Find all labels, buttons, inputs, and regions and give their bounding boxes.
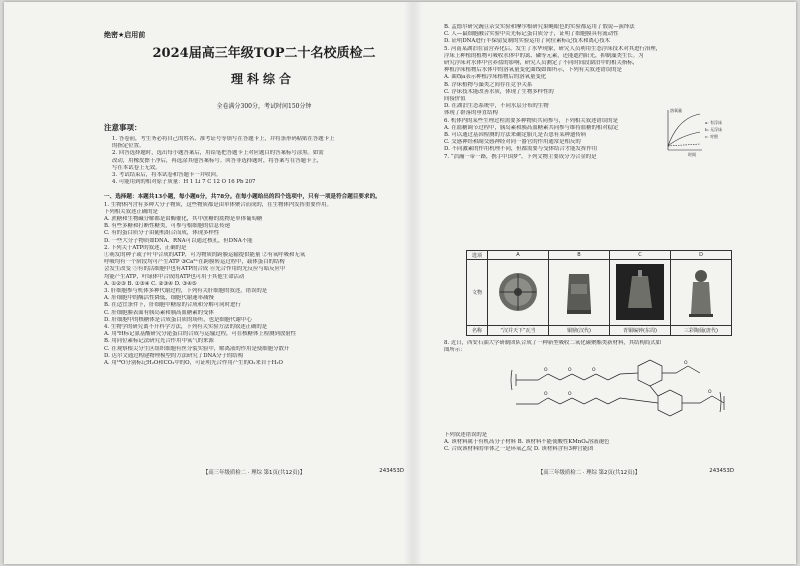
question-line: A. 肝细胞中的酶活性降低，细胞代谢速率减慢	[104, 295, 214, 302]
option-cell: A	[488, 251, 549, 260]
right-footer	[444, 468, 734, 478]
notice-line: 的指定位置。	[112, 143, 145, 150]
table-row	[467, 326, 732, 336]
x-axis-label: 时间	[688, 152, 696, 157]
curve-b	[668, 132, 700, 146]
q7-artifact-table	[466, 250, 732, 336]
table-row	[467, 260, 732, 326]
left-footer-code: 243453D	[379, 468, 404, 474]
question-line: B. 可以通过基因检测的方法来确定胎儿是否患有某种遗传病	[444, 132, 587, 139]
bell-image	[616, 264, 664, 320]
q8-stem	[444, 340, 734, 354]
question-line: D. 证明DNA进行半保留复制的实验运用了同位素标记技术和离心技术	[444, 38, 611, 45]
question-line: 5. 河南某湖泊在富营养化后，发生了水华现象，研究人员利用生态浮床技术对其进行治理，	[444, 45, 662, 52]
subject-title: 理科综合	[230, 72, 295, 86]
question-line: 下列相关叙述正确的是	[104, 208, 158, 215]
svg-text:O: O	[684, 361, 688, 366]
question-line: C. 有的蛋白质分子由随机组合而成，体现多样性	[104, 230, 220, 237]
artifact-cell	[488, 260, 549, 326]
name-cell: 铜鼎(汉代)	[549, 326, 610, 336]
svg-text:O: O	[544, 392, 548, 397]
curve-c	[668, 144, 700, 146]
question-line: B. 孟德尔研究豌豆杂交实验和摩尔根研究果蝇眼色的实验都运用了假说—演绎法	[444, 24, 635, 30]
question-line: 3. 肝细胞参与机体多种代谢过程，下列有关肝细胞的叙述，错误的是	[104, 288, 268, 295]
question-line: A. 在血糖调节过程中，胰岛素和胰高血糖素共同参与维持血糖的相对稳定	[444, 124, 619, 131]
page-fold	[404, 2, 422, 564]
svg-text:O: O	[592, 368, 596, 373]
question-line: C. 在观察根尖分生区组织细胞有丝分裂实验中，解离液的作用是使细胞分散开	[104, 345, 290, 352]
question-line: A. 该材料属于有机高分子材料 B. 该材料不能使酸性KMnO₄溶液褪色	[444, 439, 610, 446]
question-line: A. ①②③ B. ①③④ C. ②③④ D. ③④⑤	[104, 280, 197, 287]
legend-c: c: 对照	[705, 134, 718, 139]
notice-line: 2. 回答选择题时，选出每小题答案后，用铅笔把答题卡上对应题目的答案标号涂黑。如需	[112, 150, 324, 157]
question-line: C. 浮床技术能改善水质，体现了生物多样性的	[444, 88, 554, 95]
question-line: 种植浮床植物后水体中的溶氧量变化曲线如图所示，下列有关叙述错误的是	[444, 67, 622, 74]
left-footer	[104, 468, 404, 478]
question-line: 均能产生ATP，叶绿体中合成的ATP也可用于其他生命活动	[104, 273, 245, 280]
question-line: 7. “浩瀚一带一路，携手中国梦”。下列文物主要成分为合金的是	[444, 153, 597, 160]
notice-line: 写在本试卷上无效。	[112, 164, 161, 171]
question-line: C. 人—鼠细胞融合实验中荧光标记蛋白质分子，证明了细胞膜具有流动性	[444, 31, 619, 38]
question-line: B. 在适宜条件下，肝细胞中糖原的合成和分解可同时进行	[104, 302, 241, 309]
scanned-sheet	[4, 2, 796, 564]
tile-end-image	[494, 264, 542, 320]
question-line: C. 肝细胞膜表面有胰岛素和胰高血糖素的受体	[104, 309, 214, 316]
question-line: A. 用³H标记氨基酸研究分泌蛋白的合成与运输过程，可在核糖体上检测到放射性	[104, 331, 297, 338]
question-line: C. 交感神经和副交感神经对同一器官的作用通常是相反的	[444, 139, 581, 146]
notice-line: 1. 答卷前，考生务必将自己的姓名、准考证号等填写在答题卡上，并将条形码粘贴在答题卡上	[112, 136, 335, 142]
notice-list	[104, 136, 404, 186]
question-line: 1. 生物体内含有多种大分子物质，这些物质都是由单体聚合而成的，在生物体内发挥重要作用。	[104, 201, 332, 208]
question-line: 体现了群落的垂直结构	[444, 110, 498, 117]
notice-heading: 注意事项：	[104, 123, 142, 132]
option-cell: D	[671, 251, 732, 260]
legend-a: a: 有浮床	[705, 120, 723, 125]
question-line: 2. 下列关于ATP的叙述，正确的是	[104, 244, 187, 251]
artifact-cell	[549, 260, 610, 326]
question-line: 研究浮床对水体中营养盐的影响，研究人员测定了不同时间段湖泊中的相关指标，	[444, 60, 639, 67]
artifact-cell	[610, 260, 671, 326]
name-cell: “汉并天下”瓦当	[488, 326, 549, 336]
question-line: D. 肝细胞中的核糖体是合成蛋白质的场所，也是细胞代谢中心	[104, 316, 252, 323]
question-line: 会发生改变 ⑤有的活细胞中也有ATP的合成 ⑥光合作用的光反应与暗反应中	[104, 266, 286, 273]
right-footer-code: 243453D	[709, 468, 734, 474]
legend-b: b: 无浮床	[705, 127, 723, 132]
question-line: ①萌发的种子或子叶中合成的ATP，可为物质的跨膜运输提供能量 ②有氧呼吸和无氧	[104, 252, 306, 259]
row-label: 文物	[467, 260, 488, 326]
artifact-cell	[671, 260, 732, 326]
question-line: D. 达尔文通过构建物理模型的方法研究了DNA分子的结构	[104, 352, 244, 359]
y-axis-label: 溶氧量	[670, 108, 682, 113]
right-page-bottom	[444, 432, 734, 454]
notice-line: 改动，用橡皮擦干净后，再选涂其他答案标号。回答非选择题时，将答案写在答题卡上，	[112, 157, 323, 164]
option-cell: B	[549, 251, 610, 260]
question-line: C. 合成该材料的单体之一是环氧乙烷 D. 该材料含有3种官能团	[444, 446, 594, 453]
question-line: 间接价值	[444, 96, 466, 103]
question-line: D. 一些大分子物质如DNA、RNA可以通过核孔，但DNA不能	[104, 237, 253, 244]
table-row	[467, 251, 732, 260]
row-label: 名称	[467, 326, 488, 336]
question-line: 6. 机体内的某些生理过程需要多种物质共同参与，下列相关叙述错误的是	[444, 117, 618, 124]
question-line: A. 用¹⁸O分别标记H₂O和CO₂中的O，可证明光合作用产生的O₂来自于H₂O	[104, 360, 283, 367]
question-line: 图所示：	[444, 347, 466, 354]
question-line: A. 曲线a表示种植浮床植物后的溶氧量变化	[444, 74, 547, 81]
question-line: 8. 近日，西安石油大学研制团队合成了一种新型吸收二氧化碳聚酯类新材料，其结构简式如	[444, 340, 662, 346]
score-time-note: 全卷满分300分，考试时间150分钟	[216, 103, 312, 110]
question-line: B. 用同位素标记法研究光合作用中氧气的来源	[104, 338, 214, 345]
svg-text:O: O	[568, 392, 572, 397]
right-footer-text: 【高三年级质检二 · 理综 第2页(共12页)】	[537, 470, 641, 476]
svg-text:O: O	[544, 368, 548, 373]
question-line: D. 在湖泊生态系统中，不同水层分布的生物	[444, 103, 549, 110]
bronze-vessel-image	[555, 264, 603, 320]
question-line: B. 浮床植物与藻类之间存在竞争关系	[444, 81, 533, 88]
question-line: B. 有些多糖和打断性糖类，可参与根细胞的信息传递	[104, 223, 230, 230]
exam-title: 2024届高三年级TOP二十名校质检二	[152, 46, 376, 61]
figurine-image	[677, 264, 725, 320]
name-cell: 青铜编钟(东周)	[610, 326, 671, 336]
section-heading: 一、选择题：本题共13小题，每小题6分，共78分。在每小题给出的四个选项中，只有一项是符合题目要求的。	[104, 194, 381, 201]
svg-text:O: O	[708, 390, 712, 395]
name-cell: 三彩陶俑(唐代)	[671, 326, 732, 336]
option-cell: C	[610, 251, 671, 260]
question-line: D. 不同激素的作用机理不同，但都需要与受体结合才能发挥作用	[444, 146, 598, 153]
svg-text:O: O	[568, 368, 572, 373]
left-footer-text: 【高三年级质检二 · 理综 第1页(共12页)】	[202, 470, 306, 476]
polymer-structure-diagram	[508, 356, 738, 426]
left-questions	[104, 202, 404, 368]
question-line: 呼吸均有一个阶段均可产生ATP ③Ca²⁺在跨膜转运过程中，载体蛋白的结构	[104, 259, 285, 266]
secret-label: 绝密★启用前	[104, 31, 146, 39]
notice-line: 4. 可能用到的相对原子质量：H 1 Li 7 C 12 O 16 Pb 207	[112, 179, 256, 186]
notice-line: 3. 考试结束后，将本试卷和答题卡一并收回。	[112, 172, 222, 179]
q5-line-graph	[662, 106, 732, 158]
question-line: A. 蔗糖和生物碱分解都是由酶催化，其中蔗糖的底物是单体葡萄糖	[104, 216, 263, 223]
question-line: 4. 生物学的研究离不开科学方法，下列有关实验方法的叙述正确的是	[104, 324, 268, 331]
question-line: 浮床上种植的植物可吸收水体中的氮、磷等元素，还能遮挡阳光，抑制藻类生长。为	[444, 52, 644, 59]
curve-a	[668, 114, 700, 146]
row-label: 选项	[467, 251, 488, 260]
question-line: 下列叙述错误的是	[444, 432, 488, 438]
